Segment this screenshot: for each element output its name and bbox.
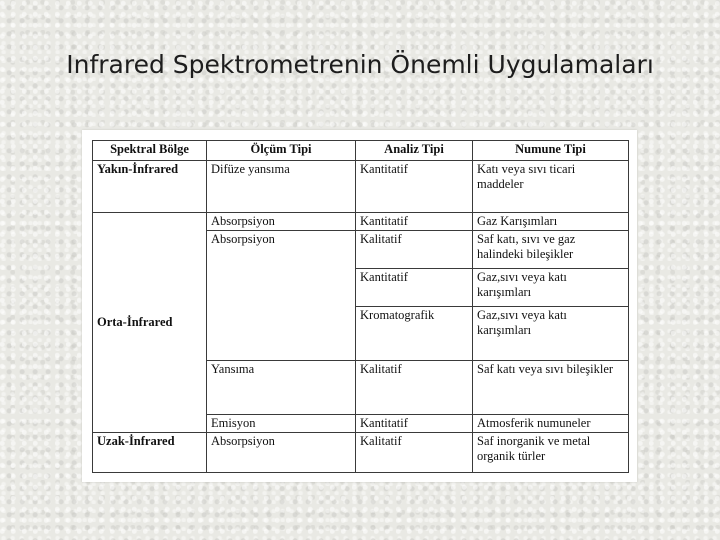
analysis-cell: Kalitatif <box>356 361 473 415</box>
applications-table <box>92 140 629 473</box>
table-row <box>93 161 629 213</box>
measurement-cell: Emisyon <box>207 415 356 433</box>
table-row <box>93 433 629 473</box>
table-header-row <box>93 141 629 161</box>
table-row <box>93 213 629 231</box>
measurement-cell: Absorpsiyon <box>207 433 356 473</box>
sample-cell: Gaz,sıvı veya katı karışımları <box>473 269 629 307</box>
sample-cell: Gaz,sıvı veya katı karışımları <box>473 307 629 361</box>
region-near-infrared: Yakın-İnfrared <box>93 161 207 213</box>
measurement-cell: Yansıma <box>207 361 356 415</box>
header-measurement-type: Ölçüm Tipi <box>207 141 356 161</box>
region-mid-infrared: Orta-İnfrared <box>93 213 207 433</box>
analysis-cell: Kantitatif <box>356 415 473 433</box>
sample-cell: Katı veya sıvı ticari maddeler <box>473 161 629 213</box>
region-far-infrared: Uzak-İnfrared <box>93 433 207 473</box>
applications-table-image <box>82 130 637 482</box>
analysis-cell: Kantitatif <box>356 269 473 307</box>
header-sample-type: Numune Tipi <box>473 141 629 161</box>
analysis-cell: Kantitatif <box>356 161 473 213</box>
sample-cell: Gaz Karışımları <box>473 213 629 231</box>
measurement-cell: Absorpsiyon <box>207 213 356 231</box>
sample-cell: Saf inorganik ve metal organik türler <box>473 433 629 473</box>
sample-cell: Saf katı, sıvı ve gaz halindeki bileşikler <box>473 231 629 269</box>
header-spectral-region: Spektral Bölge <box>93 141 207 161</box>
header-analysis-type: Analiz Tipi <box>356 141 473 161</box>
analysis-cell: Kalitatif <box>356 231 473 269</box>
analysis-cell: Kantitatif <box>356 213 473 231</box>
analysis-cell: Kromatografik <box>356 307 473 361</box>
sample-cell: Saf katı veya sıvı bileşikler <box>473 361 629 415</box>
sample-cell: Atmosferik numuneler <box>473 415 629 433</box>
analysis-cell: Kalitatif <box>356 433 473 473</box>
slide-title: Infrared Spektrometrenin Önemli Uygulamaları <box>66 50 654 79</box>
measurement-cell: Absorpsiyon <box>207 231 356 361</box>
measurement-cell: Difüze yansıma <box>207 161 356 213</box>
